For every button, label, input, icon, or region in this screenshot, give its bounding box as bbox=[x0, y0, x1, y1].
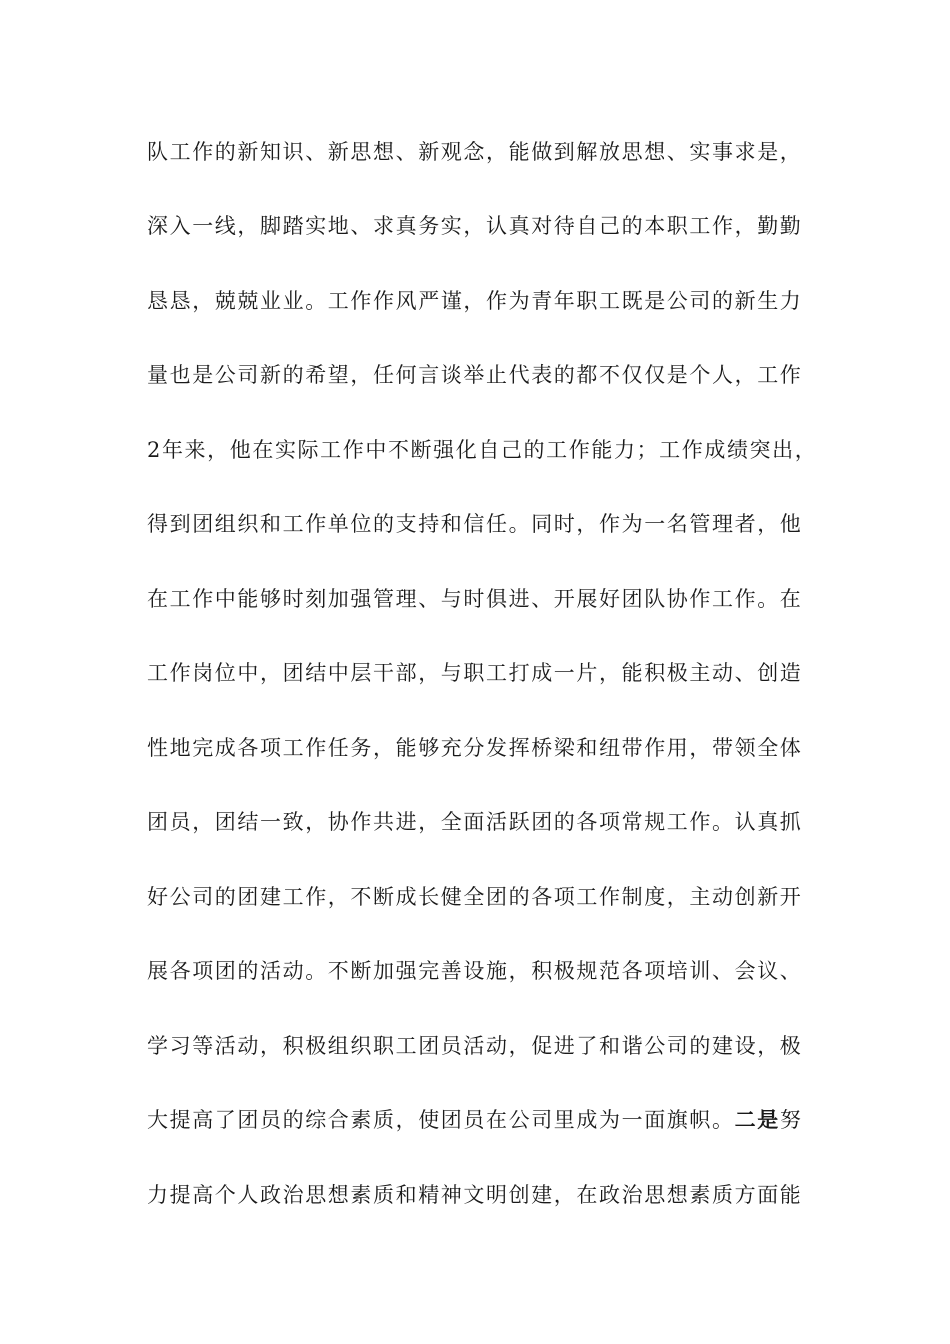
text-line-10: 团员，团结一致，协作共进，全面活跃团的各项常规工作。认真抓 bbox=[147, 810, 803, 834]
text-line-4: 量也是公司新的希望，任何言谈举止代表的都不仅仅是个人，工作 bbox=[147, 363, 803, 387]
text-line-7: 在工作中能够时刻加强管理、与时俱进、开展好团队协作工作。在 bbox=[147, 587, 803, 611]
text-line-13: 学习等活动，积极组织职工团员活动，促进了和谐公司的建设，极 bbox=[147, 1034, 803, 1058]
text-line-14 bbox=[147, 1107, 807, 1133]
text-line-2: 深入一线，脚踏实地、求真务实，认真对待自己的本职工作，勤勤 bbox=[147, 214, 803, 238]
text-line-5: 2年来，他在实际工作中不断强化自己的工作能力；工作成绩突出， bbox=[147, 438, 818, 462]
text-line-6: 得到团组织和工作单位的支持和信任。同时，作为一名管理者，他 bbox=[147, 512, 803, 536]
text-line-8: 工作岗位中，团结中层干部，与职工打成一片，能积极主动、创造 bbox=[147, 661, 803, 685]
text-line-11: 好公司的团建工作，不断成长健全团的各项工作制度，主动创新开 bbox=[147, 885, 803, 909]
text-line-1: 队工作的新知识、新思想、新观念，能做到解放思想、实事求是， bbox=[147, 140, 803, 164]
text-line-3: 恳恳，兢兢业业。工作作风严谨，作为青年职工既是公司的新生力 bbox=[147, 289, 803, 313]
text-line-15: 力提高个人政治思想素质和精神文明创建，在政治思想素质方面能 bbox=[147, 1183, 803, 1207]
text-line-14-main: 大提高了团员的综合素质，使团员在公司里成为一面旗帜。 bbox=[147, 1108, 735, 1132]
text-line-12: 展各项团的活动。不断加强完善设施，积极规范各项培训、会议、 bbox=[147, 959, 803, 983]
text-line-14-tail: 努 bbox=[779, 1108, 803, 1132]
text-line-9: 性地完成各项工作任务，能够充分发挥桥梁和纽带作用，带领全体 bbox=[147, 736, 803, 760]
text-line-14-bold: 二是 bbox=[734, 1107, 780, 1132]
